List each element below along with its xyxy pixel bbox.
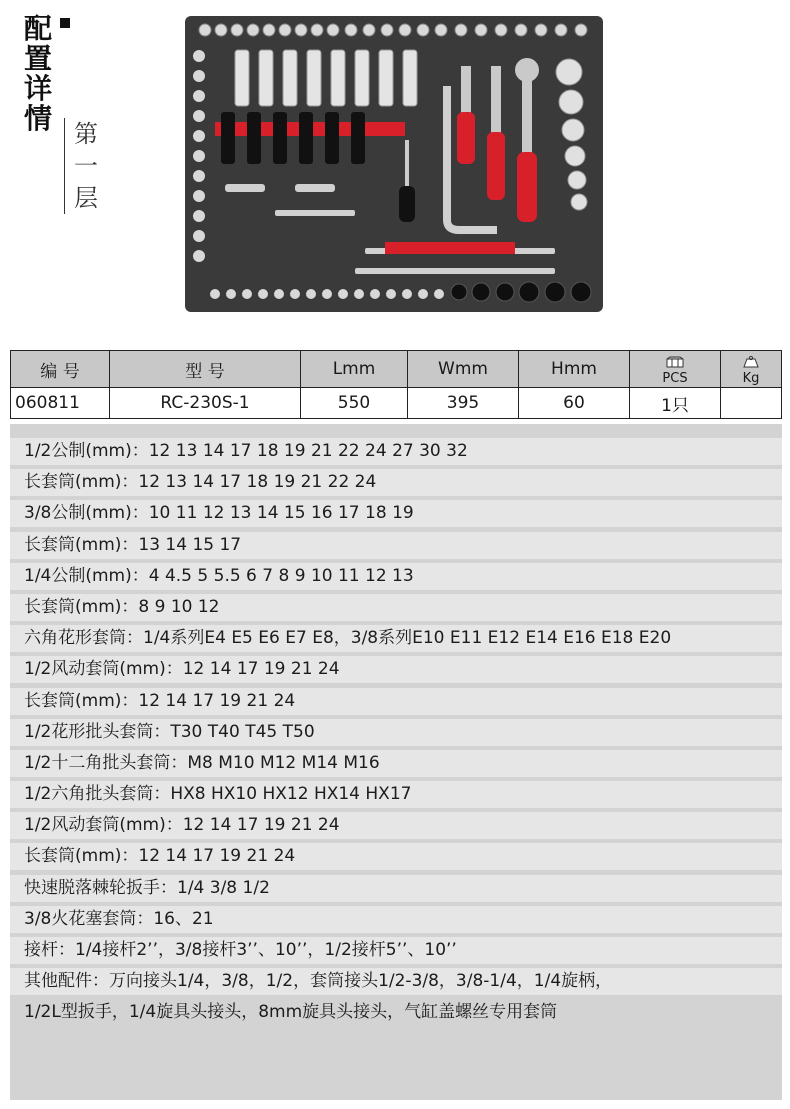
list-item: 快速脱落棘轮扳手：1/4 3/8 1/2	[10, 875, 782, 902]
col-header-width: Wmm	[408, 351, 519, 388]
cell-model: RC-230S-1	[110, 388, 301, 419]
list-item: 长套筒(mm)：8 9 10 12	[10, 594, 782, 621]
cell-pcs: 1只	[630, 388, 721, 419]
cell-code: 060811	[11, 388, 110, 419]
table-row	[11, 388, 782, 419]
list-item: 六角花形套筒：1/4系列E4 E5 E6 E7 E8，3/8系列E10 E11 E12 E14 E16 E18 E20	[10, 625, 782, 652]
layer-char: 第	[74, 120, 98, 148]
weight-icon	[743, 356, 759, 368]
pcs-label: PCS	[662, 371, 688, 386]
col-header-length: Lmm	[301, 351, 408, 388]
list-item: 1/2风动套筒(mm)：12 14 17 19 21 24	[10, 812, 782, 839]
list-item: 接杆：1/4接杆2’’，3/8接杆3’’、10’’，1/2接杆5’’、10’’	[10, 937, 782, 964]
list-item: 1/2十二角批头套筒：M8 M10 M12 M14 M16	[10, 750, 782, 777]
title-char: 情	[23, 102, 52, 135]
list-item: 长套筒(mm)：12 14 17 19 21 24	[10, 688, 782, 715]
kg-label: Kg	[742, 371, 760, 386]
table-header-row	[11, 351, 782, 388]
title-char: 详	[23, 72, 52, 105]
cell-height: 60	[519, 388, 630, 419]
box-icon	[666, 356, 684, 368]
list-item: 1/2公制(mm)：12 13 14 17 18 19 21 22 24 27 30 32	[10, 438, 782, 465]
list-item: 1/4公制(mm)：4 4.5 5 5.5 6 7 8 9 10 11 12 13	[10, 563, 782, 590]
spec-list	[10, 424, 782, 1100]
title-char: 配	[23, 12, 52, 45]
title-square-icon	[60, 18, 70, 28]
cell-width: 395	[408, 388, 519, 419]
list-item: 1/2风动套筒(mm)：12 14 17 19 21 24	[10, 656, 782, 683]
list-item: 1/2六角批头套筒：HX8 HX10 HX12 HX14 HX17	[10, 781, 782, 808]
page-title	[18, 14, 58, 134]
divider	[64, 118, 65, 214]
layer-char: 一	[74, 152, 98, 180]
title-char: 置	[23, 42, 52, 75]
cell-kg	[721, 388, 782, 419]
col-header-code: 编 号	[11, 351, 110, 388]
layer-char: 层	[74, 184, 98, 212]
col-header-model: 型 号	[110, 351, 301, 388]
list-item: 1/2花形批头套筒：T30 T40 T45 T50	[10, 719, 782, 746]
col-header-kg	[721, 351, 782, 388]
list-item: 1/2L型扳手，1/4旋具头接头，8mm旋具头接头，气缸盖螺丝专用套筒	[24, 1002, 558, 1023]
list-item: 长套筒(mm)：12 13 14 17 18 19 21 22 24	[10, 469, 782, 496]
spec-table	[10, 350, 782, 419]
list-item: 长套筒(mm)：13 14 15 17	[10, 532, 782, 559]
toolset-tray-image	[185, 16, 603, 312]
col-header-height: Hmm	[519, 351, 630, 388]
list-item: 长套筒(mm)：12 14 17 19 21 24	[10, 843, 782, 870]
layer-label	[68, 118, 104, 214]
cell-length: 550	[301, 388, 408, 419]
list-item: 3/8公制(mm)：10 11 12 13 14 15 16 17 18 19	[10, 500, 782, 527]
list-item: 其他配件：万向接头1/4，3/8，1/2，套筒接头1/2-3/8，3/8-1/4，1/4旋柄，	[10, 968, 782, 995]
list-item: 3/8火花塞套筒：16、21	[10, 906, 782, 933]
col-header-pcs	[630, 351, 721, 388]
